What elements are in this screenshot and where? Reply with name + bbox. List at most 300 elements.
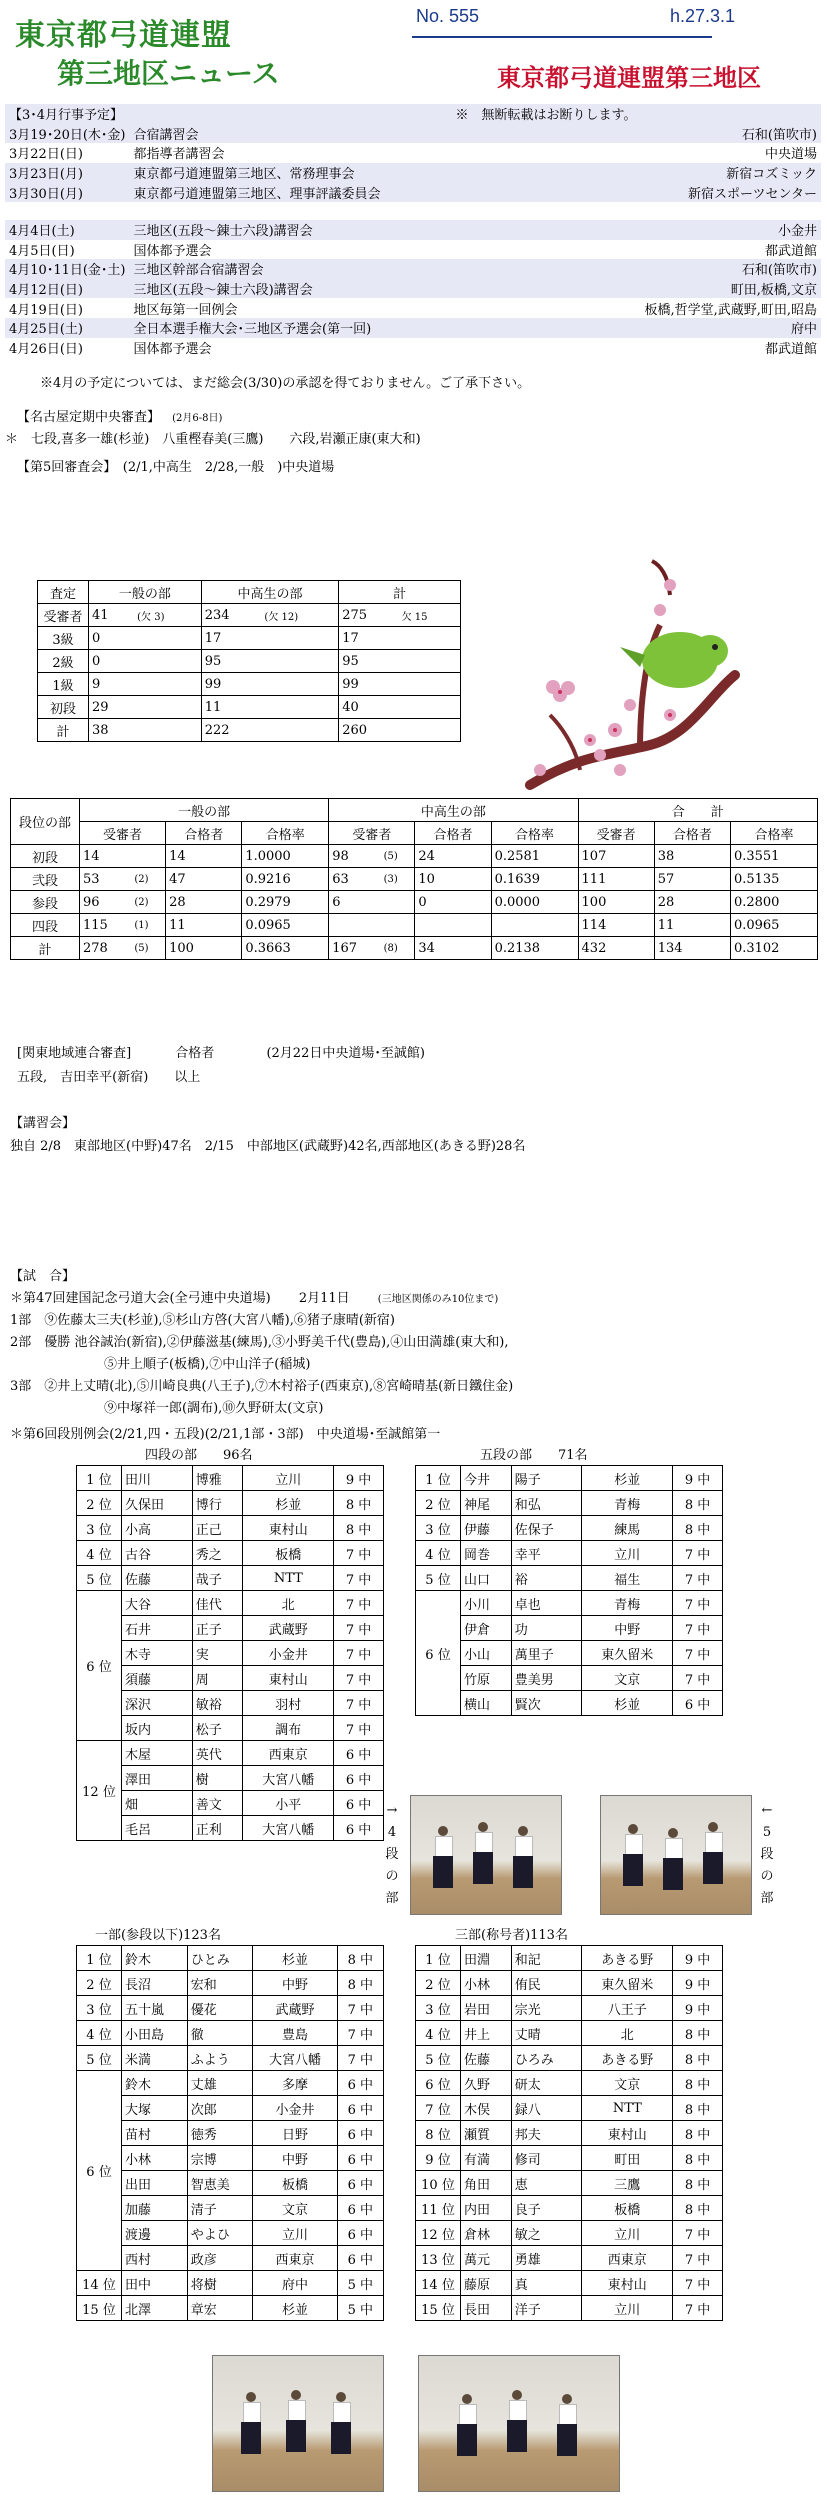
surname: 佐藤 bbox=[122, 1566, 193, 1591]
given-name: 敏之 bbox=[511, 2221, 582, 2246]
given-name: 正利 bbox=[192, 1816, 243, 1841]
pass-rate-cell: 98 bbox=[329, 845, 381, 868]
given-name: 録八 bbox=[511, 2096, 582, 2121]
summary-cell: 38 bbox=[89, 719, 135, 742]
rank: 12 位 bbox=[416, 2221, 461, 2246]
surname: 角田 bbox=[461, 2171, 512, 2196]
given-name: 敏裕 bbox=[192, 1691, 243, 1716]
kanto-info: (2月22日中央道場･至誠館) bbox=[266, 1046, 425, 1061]
club: 杉並 bbox=[582, 1691, 673, 1716]
hits: 6 中 bbox=[673, 1691, 723, 1716]
summary-cell: 275 bbox=[339, 604, 399, 627]
club: あきる野 bbox=[582, 2046, 673, 2071]
club: 西東京 bbox=[243, 1741, 334, 1766]
club: 武蔵野 bbox=[253, 1996, 337, 2021]
rank: 5 位 bbox=[416, 1566, 461, 1591]
match-part1: 1部 ⑨佐藤太三夫(杉並),⑤杉山方啓(大宮八幡),⑥猪子康晴(新宿) bbox=[10, 1313, 395, 1328]
hits: 7 中 bbox=[673, 1641, 723, 1666]
photo-div3-winners bbox=[418, 2355, 620, 2492]
rank: 13 位 bbox=[416, 2246, 461, 2271]
schedule-place: 板橋,哲学堂,武蔵野,町田,昭島 bbox=[644, 302, 817, 318]
surname: 苗村 bbox=[122, 2121, 188, 2146]
summary-cell: 2級 bbox=[38, 650, 89, 673]
rank: 2 位 bbox=[416, 1491, 461, 1516]
pass-rate-cell: 0.2800 bbox=[730, 891, 817, 914]
surname: 神尾 bbox=[461, 1491, 512, 1516]
hits: 7 中 bbox=[334, 1616, 384, 1641]
col-header: 査定 bbox=[38, 581, 89, 604]
pass-rate-row bbox=[11, 868, 818, 891]
surname: 小川 bbox=[461, 1591, 512, 1616]
match-line1 bbox=[10, 1287, 498, 1306]
pass-rate-cell bbox=[131, 845, 165, 868]
surname: 田淵 bbox=[461, 1946, 512, 1971]
summary-cell bbox=[399, 673, 461, 696]
club: 板橋 bbox=[243, 1541, 334, 1566]
result-row bbox=[77, 2271, 384, 2296]
hits: 7 中 bbox=[673, 1591, 723, 1616]
result-row bbox=[416, 1616, 723, 1641]
result-row bbox=[77, 1741, 384, 1766]
result-row bbox=[416, 1541, 723, 1566]
club: 文京 bbox=[253, 2196, 337, 2221]
rank: 15 位 bbox=[416, 2296, 461, 2321]
result-row bbox=[77, 2146, 384, 2171]
club: 東久留米 bbox=[582, 1641, 673, 1666]
club: 練馬 bbox=[582, 1516, 673, 1541]
schedule-date: 4月12日(日) bbox=[5, 279, 130, 299]
result-row bbox=[416, 2046, 723, 2071]
given-name: 徳秀 bbox=[187, 2121, 253, 2146]
club: 小金井 bbox=[253, 2096, 337, 2121]
result-row bbox=[77, 1491, 384, 1516]
schedule-place: 新宿コズミック bbox=[640, 163, 821, 183]
rank: 14 位 bbox=[416, 2271, 461, 2296]
schedule-event: 東京都弓道連盟第三地区、理事評議委員会 bbox=[130, 182, 641, 202]
result-row bbox=[416, 2196, 723, 2221]
surname: 米満 bbox=[122, 2046, 188, 2071]
schedule-event: 三地区幹部合宿講習会 bbox=[130, 259, 641, 279]
surname: 加藤 bbox=[122, 2196, 188, 2221]
col-header: 中高生の部 bbox=[201, 581, 339, 604]
pass-rate-cell: 0.0000 bbox=[491, 891, 578, 914]
given-name: ひろみ bbox=[511, 2046, 582, 2071]
schedule-event: 三地区(五段～錬士六段)講習会 bbox=[130, 279, 641, 299]
surname: 木俣 bbox=[461, 2096, 512, 2121]
pass-rate-cell: 111 bbox=[578, 868, 654, 891]
summary-cell bbox=[134, 696, 201, 719]
surname: 木寺 bbox=[122, 1641, 193, 1666]
summary-cell: 41 bbox=[89, 604, 135, 627]
match-line2: ＊第6回段別例会(2/21,四・五段)(2/21,1部・3部) 中央道場･至誠館第一 bbox=[10, 1427, 441, 1442]
result-row bbox=[416, 1566, 723, 1591]
rank: 4 位 bbox=[77, 1541, 122, 1566]
pass-rate-cell: 6 bbox=[329, 891, 381, 914]
div5-results-table bbox=[415, 1465, 723, 1716]
surname: 小林 bbox=[122, 2146, 188, 2171]
summary-cell bbox=[399, 719, 461, 742]
surname: 鈴木 bbox=[122, 1946, 188, 1971]
club: 豊島 bbox=[253, 2021, 337, 2046]
issue-number: No. 555 bbox=[416, 6, 480, 26]
given-name: 樹 bbox=[192, 1766, 243, 1791]
surname: 伊倉 bbox=[461, 1616, 512, 1641]
hits: 5 中 bbox=[337, 2296, 383, 2321]
sub-header: 受審者 bbox=[80, 822, 166, 845]
given-name: 将樹 bbox=[187, 2271, 253, 2296]
summary-cell bbox=[134, 650, 201, 673]
pass-rate-cell: 278 bbox=[80, 937, 132, 960]
schedule-event: 東京都弓道連盟第三地区、常務理事会 bbox=[130, 163, 641, 183]
given-name: 正己 bbox=[192, 1516, 243, 1541]
schedule-row bbox=[5, 182, 821, 202]
rank: 5 位 bbox=[77, 1566, 122, 1591]
summary-cell: 9 bbox=[89, 673, 135, 696]
match-heading: 【試 合】 bbox=[10, 1269, 76, 1284]
result-row bbox=[416, 2096, 723, 2121]
surname: 渡邊 bbox=[122, 2221, 188, 2246]
given-name: 宏和 bbox=[187, 1971, 253, 1996]
club: 板橋 bbox=[253, 2171, 337, 2196]
result-row bbox=[77, 1466, 384, 1491]
club: 東村山 bbox=[243, 1666, 334, 1691]
kanto-heading-line bbox=[17, 1042, 425, 1061]
club: NTT bbox=[582, 2096, 673, 2121]
result-row bbox=[77, 1971, 384, 1996]
rank: 6 位 bbox=[416, 1591, 461, 1716]
hits: 6 中 bbox=[337, 2096, 383, 2121]
surname: 坂内 bbox=[122, 1716, 193, 1741]
schedule-event: 都指導者講習会 bbox=[133, 147, 225, 163]
given-name: 佐保子 bbox=[511, 1516, 582, 1541]
hits: 8 中 bbox=[673, 1491, 723, 1516]
hits: 7 中 bbox=[673, 1541, 723, 1566]
pass-rate-cell: 0.1639 bbox=[491, 868, 578, 891]
pass-rate-cell: 107 bbox=[578, 845, 654, 868]
photo-label-5dan bbox=[760, 1800, 774, 1910]
pass-rate-cell: 0.3102 bbox=[730, 937, 817, 960]
pass-rate-cell: 0.2138 bbox=[491, 937, 578, 960]
hits: 8 中 bbox=[673, 2146, 723, 2171]
pass-rate-cell: 0.2581 bbox=[491, 845, 578, 868]
given-name: 恵 bbox=[511, 2171, 582, 2196]
hits: 5 中 bbox=[337, 2271, 383, 2296]
club: 東村山 bbox=[582, 2271, 673, 2296]
pass-rate-cell: 28 bbox=[166, 891, 242, 914]
given-name: 卓也 bbox=[511, 1591, 582, 1616]
kenkoku-date: 2月11日 bbox=[298, 1291, 350, 1306]
club: 日野 bbox=[253, 2121, 337, 2146]
pass-rate-cell: 28 bbox=[654, 891, 730, 914]
summary-row bbox=[38, 696, 461, 719]
summary-cell bbox=[261, 673, 338, 696]
given-name: 萬里子 bbox=[511, 1641, 582, 1666]
rank: 12 位 bbox=[77, 1741, 122, 1841]
div5-title: 五段の部 71名 bbox=[480, 1448, 588, 1463]
summary-cell bbox=[261, 719, 338, 742]
summary-cell bbox=[399, 650, 461, 673]
photo-label-char: 4 bbox=[387, 1825, 397, 1840]
col-header: 一般の部 bbox=[89, 581, 202, 604]
surname: 北澤 bbox=[122, 2296, 188, 2321]
result-row bbox=[416, 2246, 723, 2271]
div3-results-table bbox=[415, 1945, 723, 2321]
pass-rate-cell: 0 bbox=[415, 891, 491, 914]
sub-header: 合格率 bbox=[242, 822, 329, 845]
result-row bbox=[416, 1641, 723, 1666]
given-name: ひとみ bbox=[187, 1946, 253, 1971]
summary-cell: 3級 bbox=[38, 627, 89, 650]
review-summary-table bbox=[37, 580, 461, 742]
schedule-place: 町田,板橋,文京 bbox=[640, 279, 821, 299]
club: 武蔵野 bbox=[243, 1616, 334, 1641]
result-row bbox=[416, 1946, 723, 1971]
schedule-place: 石和(笛吹市) bbox=[640, 124, 821, 144]
given-name: 善文 bbox=[192, 1791, 243, 1816]
rank: 7 位 bbox=[416, 2096, 461, 2121]
rank: 4 位 bbox=[416, 1541, 461, 1566]
result-row bbox=[77, 2121, 384, 2146]
given-name: 清子 bbox=[187, 2196, 253, 2221]
given-name: 和記 bbox=[511, 1946, 582, 1971]
club: 東村山 bbox=[243, 1516, 334, 1541]
hits: 6 中 bbox=[337, 2121, 383, 2146]
result-row bbox=[416, 2121, 723, 2146]
club: 立川 bbox=[582, 1541, 673, 1566]
schedule-date: 3月19･20日(木･金) bbox=[5, 124, 130, 144]
result-row bbox=[416, 2021, 723, 2046]
summary-cell bbox=[399, 696, 461, 719]
club: 西東京 bbox=[582, 2246, 673, 2271]
hits: 9 中 bbox=[673, 1946, 723, 1971]
schedule-row bbox=[5, 143, 821, 163]
surname: 田中 bbox=[122, 2271, 188, 2296]
photo-label-char: 部 bbox=[760, 1891, 774, 1906]
given-name: 良子 bbox=[511, 2196, 582, 2221]
pass-rate-cell: 11 bbox=[654, 914, 730, 937]
given-name: 丈晴 bbox=[511, 2021, 582, 2046]
surname: 小林 bbox=[461, 1971, 512, 1996]
hits: 7 中 bbox=[334, 1641, 384, 1666]
result-row bbox=[77, 2021, 384, 2046]
result-row bbox=[77, 2221, 384, 2246]
surname: 山口 bbox=[461, 1566, 512, 1591]
pass-rate-cell: 53 bbox=[80, 868, 132, 891]
hits: 7 中 bbox=[334, 1691, 384, 1716]
club: 中野 bbox=[582, 1616, 673, 1641]
hits: 8 中 bbox=[673, 2096, 723, 2121]
result-row bbox=[416, 1971, 723, 1996]
surname: 木屋 bbox=[122, 1741, 193, 1766]
given-name: 正子 bbox=[192, 1616, 243, 1641]
hits: 9 中 bbox=[673, 1971, 723, 1996]
schedule-date: 3月23日(月) bbox=[5, 163, 130, 183]
pass-rate-cell: 63 bbox=[329, 868, 381, 891]
nagoya-dates: (2月6-8日) bbox=[172, 413, 223, 424]
surname: 小高 bbox=[122, 1516, 193, 1541]
club: 中野 bbox=[253, 1971, 337, 1996]
given-name: 徹 bbox=[187, 2021, 253, 2046]
group-header: 段位の部 bbox=[11, 799, 80, 845]
hits: 7 中 bbox=[337, 2021, 383, 2046]
photo-label-4dan bbox=[385, 1800, 399, 1910]
photo-label-char: の bbox=[760, 1869, 774, 1884]
hits: 7 中 bbox=[337, 2046, 383, 2071]
schedule-date: 4月25日(土) bbox=[5, 318, 130, 338]
result-row bbox=[77, 2096, 384, 2121]
hits: 7 中 bbox=[673, 1616, 723, 1641]
summary-cell: 29 bbox=[89, 696, 135, 719]
pass-rate-cell: 115 bbox=[80, 914, 132, 937]
surname: 古谷 bbox=[122, 1541, 193, 1566]
issue-date: h.27.3.1 bbox=[670, 6, 736, 26]
given-name: 勇雄 bbox=[511, 2246, 582, 2271]
schedule-date: 4月10･11日(金･土) bbox=[5, 259, 130, 279]
kanto-passer: 五段, 吉田幸平(新宿) 以上 bbox=[17, 1070, 201, 1085]
rank: 2 位 bbox=[77, 1491, 122, 1516]
rank: 1 位 bbox=[77, 1946, 122, 1971]
rank: 6 位 bbox=[77, 1591, 122, 1741]
schedule-row bbox=[5, 240, 821, 260]
rank: 3 位 bbox=[77, 1996, 122, 2021]
club: 西東京 bbox=[253, 2246, 337, 2271]
surname: 毛呂 bbox=[122, 1816, 193, 1841]
hits: 8 中 bbox=[673, 2021, 723, 2046]
result-row bbox=[416, 1516, 723, 1541]
given-name: 佳代 bbox=[192, 1591, 243, 1616]
given-name: 宗博 bbox=[187, 2146, 253, 2171]
schedule-place: 中央道場 bbox=[764, 147, 817, 163]
result-row bbox=[416, 1996, 723, 2021]
surname: 倉林 bbox=[461, 2221, 512, 2246]
hits: 7 中 bbox=[673, 2221, 723, 2246]
result-row bbox=[77, 2246, 384, 2271]
pass-rate-cell: 14 bbox=[80, 845, 132, 868]
pass-rate-cell bbox=[329, 914, 381, 937]
pass-rate-cell: 57 bbox=[654, 868, 730, 891]
given-name: 功 bbox=[511, 1616, 582, 1641]
schedule-event: 合宿講習会 bbox=[130, 124, 641, 144]
given-name: 宗光 bbox=[511, 1996, 582, 2021]
club: 杉並 bbox=[253, 2296, 337, 2321]
club: 青梅 bbox=[582, 1491, 673, 1516]
result-row bbox=[416, 1591, 723, 1616]
result-row bbox=[77, 1616, 384, 1641]
schedule-heading: 【3･4月行事予定】 bbox=[5, 104, 130, 124]
schedule-date: 3月30日(月) bbox=[5, 182, 130, 202]
hits: 7 中 bbox=[334, 1566, 384, 1591]
surname: 出田 bbox=[122, 2171, 188, 2196]
photo-label-char: 段 bbox=[760, 1847, 774, 1862]
summary-cell bbox=[134, 627, 201, 650]
rank: 1 位 bbox=[416, 1946, 461, 1971]
result-row bbox=[416, 1491, 723, 1516]
div1-results-table bbox=[76, 1945, 384, 2321]
kenkoku-note: (三地区関係のみ10位まで) bbox=[377, 1294, 499, 1305]
pass-rate-cell: 0.0965 bbox=[730, 914, 817, 937]
schedule-event: 全日本選手権大会･三地区予選会(第一回) bbox=[130, 318, 641, 338]
club: 立川 bbox=[582, 2221, 673, 2246]
summary-row bbox=[38, 719, 461, 742]
match-part2: 2部 優勝 池谷誠治(新宿),②伊藤滋基(練馬),③小野美千代(豊島),④山田満雄(東大和), bbox=[10, 1335, 509, 1350]
rank: 4 位 bbox=[416, 2021, 461, 2046]
pass-rate-cell: 34 bbox=[415, 937, 491, 960]
surname: 有満 bbox=[461, 2146, 512, 2171]
photo-label-char: ← bbox=[761, 1803, 773, 1818]
given-name: 修司 bbox=[511, 2146, 582, 2171]
summary-cell: 234 bbox=[201, 604, 261, 627]
given-name: 洋子 bbox=[511, 2296, 582, 2321]
schedule-place: 石和(笛吹市) bbox=[640, 259, 821, 279]
pass-rate-cell: (5) bbox=[381, 845, 415, 868]
club: 文京 bbox=[582, 2071, 673, 2096]
summary-cell: 40 bbox=[339, 696, 399, 719]
surname: 岡巻 bbox=[461, 1541, 512, 1566]
rank: 8 位 bbox=[416, 2121, 461, 2146]
rank: 1 位 bbox=[416, 1466, 461, 1491]
club: 三鷹 bbox=[582, 2171, 673, 2196]
pass-rate-cell: 134 bbox=[654, 937, 730, 960]
hits: 6 中 bbox=[334, 1741, 384, 1766]
result-row bbox=[77, 2171, 384, 2196]
summary-cell: (欠 12) bbox=[261, 604, 338, 627]
result-row bbox=[77, 1666, 384, 1691]
pass-rate-cell: 432 bbox=[578, 937, 654, 960]
summary-cell: (欠 3) bbox=[134, 604, 201, 627]
club: 文京 bbox=[582, 1666, 673, 1691]
schedule-date: 4月26日(日) bbox=[9, 341, 83, 357]
given-name: 豊美男 bbox=[511, 1666, 582, 1691]
hits: 8 中 bbox=[673, 2046, 723, 2071]
rank: 6 位 bbox=[416, 2071, 461, 2096]
rank: 2 位 bbox=[416, 1971, 461, 1996]
pass-rate-cell: 0.5135 bbox=[730, 868, 817, 891]
result-row bbox=[416, 2146, 723, 2171]
surname: 内田 bbox=[461, 2196, 512, 2221]
summary-cell: 17 bbox=[201, 627, 261, 650]
sub-header: 受審者 bbox=[329, 822, 415, 845]
result-row bbox=[77, 1516, 384, 1541]
hits: 6 中 bbox=[337, 2146, 383, 2171]
club: 青梅 bbox=[582, 1591, 673, 1616]
pass-rate-row bbox=[11, 937, 818, 960]
schedule-row bbox=[5, 124, 821, 144]
hits: 7 中 bbox=[334, 1666, 384, 1691]
pass-rate-row bbox=[11, 914, 818, 937]
rank: 3 位 bbox=[416, 1996, 461, 2021]
club: 羽村 bbox=[243, 1691, 334, 1716]
result-row bbox=[77, 1591, 384, 1616]
surname: 畑 bbox=[122, 1791, 193, 1816]
hits: 8 中 bbox=[337, 1971, 383, 1996]
photo-div1-winners bbox=[212, 2355, 384, 2492]
hits: 6 中 bbox=[337, 2246, 383, 2271]
schedule-place: 府中 bbox=[640, 318, 821, 338]
pass-rate-cell: (8) bbox=[381, 937, 415, 960]
surname: 大塚 bbox=[122, 2096, 188, 2121]
surname: 竹原 bbox=[461, 1666, 512, 1691]
div1-title: 一部(参段以下)123名 bbox=[95, 1928, 221, 1943]
pass-rate-cell: 計 bbox=[11, 937, 80, 960]
surname: 小山 bbox=[461, 1641, 512, 1666]
surname: 横山 bbox=[461, 1691, 512, 1716]
pass-rate-cell: 114 bbox=[578, 914, 654, 937]
summary-cell: 17 bbox=[339, 627, 399, 650]
schedule-row bbox=[5, 318, 821, 338]
club: 府中 bbox=[253, 2271, 337, 2296]
surname: 大谷 bbox=[122, 1591, 193, 1616]
photo-label-char: の bbox=[385, 1869, 399, 1884]
